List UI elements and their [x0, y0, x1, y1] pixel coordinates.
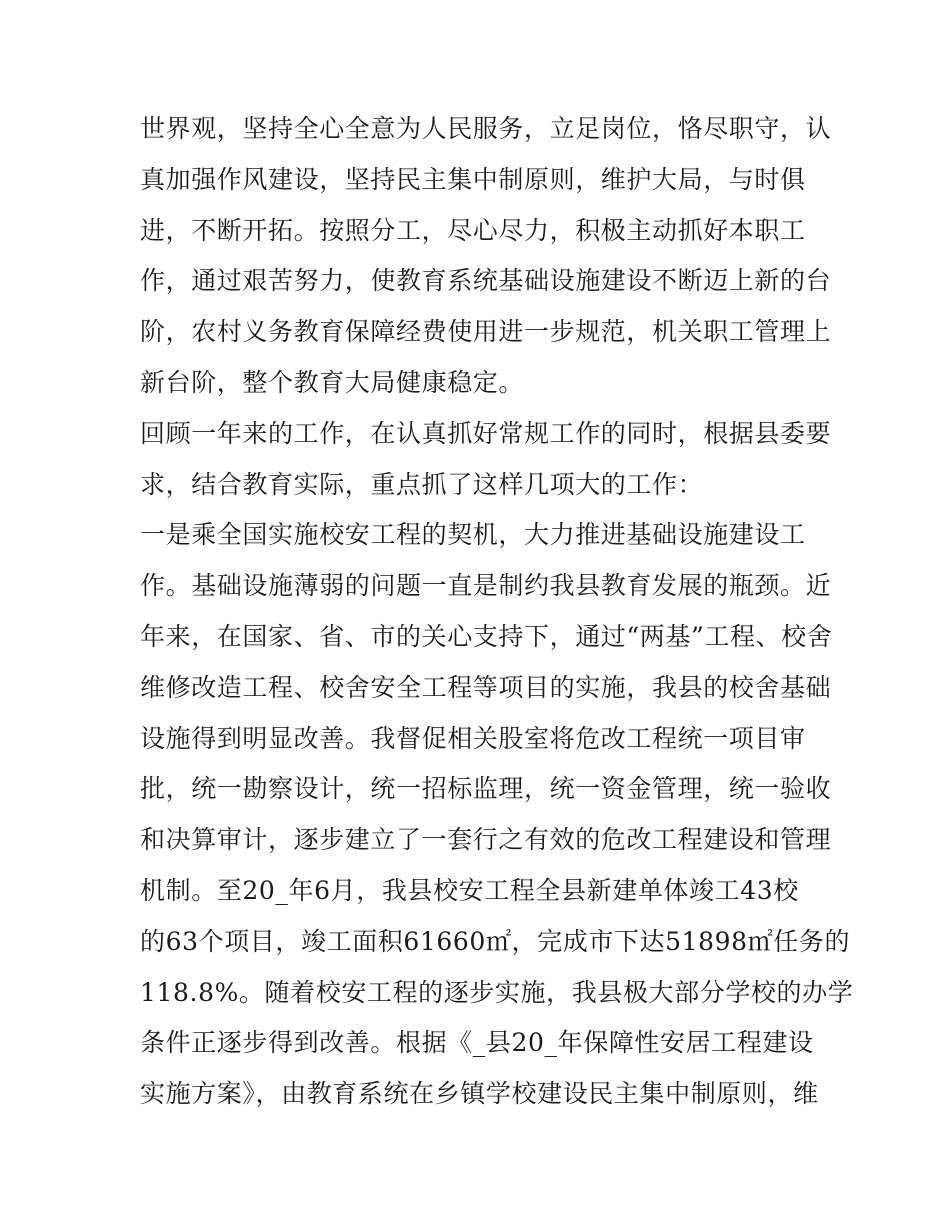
text-line: 和决算审计，逐步建立了一套行之有效的危改工程建设和管理 — [140, 825, 832, 855]
text-line: 机制。至20_年6月，我县校安工程全县新建单体竣工43校 — [140, 875, 799, 905]
text-line: 的63个项目，竣工面积61660㎡，完成市下达51898㎡任务的 — [140, 926, 851, 956]
text-line: 作。基础设施薄弱的问题一直是制约我县教育发展的瓶颈。近 — [140, 571, 832, 601]
text-line: 新台阶，整个教育大局健康稳定。 — [140, 367, 525, 397]
text-line: 世界观，坚持全心全意为人民服务，立足岗位，恪尽职守，认 — [140, 114, 832, 143]
text-line: 回顾一年来的工作，在认真抓好常规工作的同时，根据县委要 — [140, 418, 832, 448]
text-line: 年来，在国家、省、市的关心支持下，通过“两基”工程、校舍 — [140, 621, 833, 651]
text-line: 真加强作风建设，坚持民主集中制原则，维护大局，与时俱 — [140, 164, 806, 194]
document-body — [140, 104, 854, 1120]
text-line: 阶，农村义务教育保障经费使用进一步规范，机关职工管理上 — [140, 317, 832, 347]
text-line: 条件正逐步得到改善。根据《_县20_年保障性安居工程建设 — [140, 1028, 814, 1058]
text-line: 维修改造工程、校舍安全工程等项目的实施，我县的校舍基础 — [140, 672, 832, 702]
text-line: 批，统一勘察设计，统一招标监理，统一资金管理，统一验收 — [140, 774, 832, 804]
text-line: 作，通过艰苦努力，使教育系统基础设施建设不断迈上新的台 — [140, 266, 832, 296]
text-line: 进，不断开拓。按照分工，尽心尽力，积极主动抓好本职工 — [140, 215, 806, 245]
text-line: 一是乘全国实施校安工程的契机，大力推进基础设施建设工 — [140, 520, 806, 550]
text-line: 设施得到明显改善。我督促相关股室将危改工程统一项目审 — [140, 723, 806, 753]
text-line: 实施方案》，由教育系统在乡镇学校建设民主集中制原则，维 — [140, 1079, 819, 1109]
text-line: 求，结合教育实际，重点抓了这样几项大的工作： — [140, 469, 704, 499]
text-line: 118.8%。随着校安工程的逐步实施，我县极大部分学校的办学 — [140, 977, 854, 1007]
